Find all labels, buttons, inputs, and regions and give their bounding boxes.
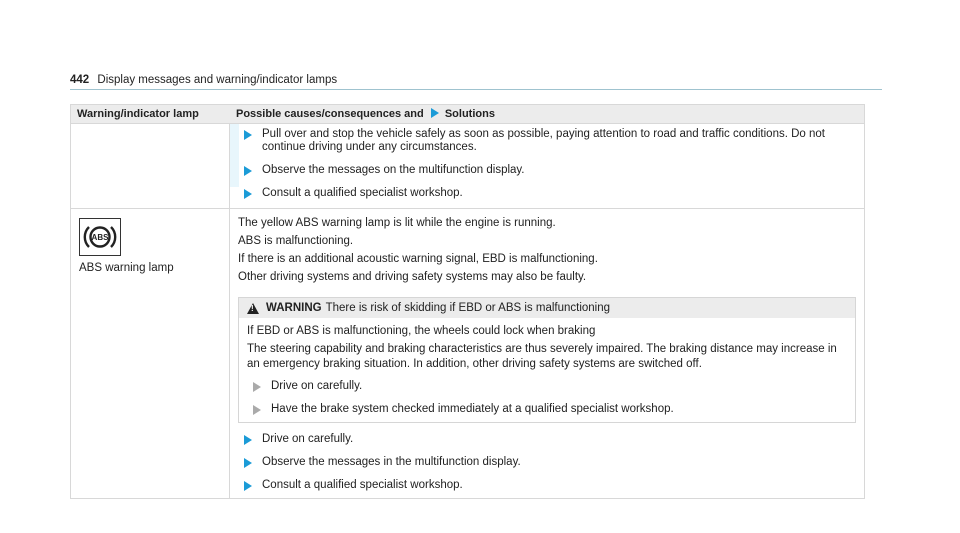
solution-arrow-icon [431, 108, 439, 118]
lamp-cell-empty [71, 124, 230, 208]
table-row [71, 123, 864, 208]
list-item [238, 456, 856, 469]
step-arrow-icon [244, 189, 252, 199]
page-number: 442 [70, 74, 90, 86]
table-row [71, 208, 864, 498]
step-arrow-icon [244, 458, 252, 468]
step-arrow-icon [253, 382, 261, 392]
warning-text: There is risk of skidding if EBD or ABS is malfunctioning [325, 302, 611, 314]
step-text: Have the brake system checked immediately at a qualified specialist workshop. [271, 403, 674, 415]
warning-paragraph: If EBD or ABS is malfunctioning, the wheels could lock when braking [247, 325, 596, 337]
causes-cell [230, 124, 864, 208]
cause-paragraph: If there is an additional acoustic warning signal, EBD is malfunctioning. [238, 253, 598, 265]
step-arrow-icon [253, 405, 261, 415]
list-item [247, 380, 847, 393]
abs-icon-text: ABS [91, 233, 109, 242]
list-item [247, 403, 847, 416]
warning-body [239, 318, 855, 416]
lamp-cell [71, 209, 230, 498]
step-arrow-icon [244, 130, 252, 140]
abs-warning-lamp-icon [79, 218, 121, 256]
warning-lamp-table [70, 104, 865, 499]
warning-box [238, 297, 856, 423]
list-item [238, 128, 856, 154]
warning-title: WARNING [266, 302, 322, 314]
page-header [70, 73, 882, 90]
cause-paragraph: The yellow ABS warning lamp is lit while the engine is running. [238, 217, 556, 229]
step-text: Pull over and stop the vehicle safely as soon as possible, paying attention to road and traffic conditions. Do not continue driving under any circumstances. [262, 128, 825, 153]
column-header-causes [230, 105, 864, 123]
step-text: Observe the messages in the multifunction display. [262, 456, 521, 468]
step-text: Observe the messages on the multifunction display. [262, 164, 525, 176]
list-item [238, 164, 856, 177]
column-header-lamp: Warning/indicator lamp [77, 108, 199, 120]
step-arrow-icon [244, 435, 252, 445]
warning-paragraph: The steering capability and braking characteristics are thus severely impaired. The braking distance may increase in an emergency braking situation. In addition, other driving safety systems are switched off. [247, 343, 837, 370]
step-arrow-icon [244, 481, 252, 491]
warning-header [239, 298, 855, 318]
warning-triangle-icon: ! [247, 303, 259, 314]
list-item [238, 479, 856, 492]
step-text: Consult a qualified specialist workshop. [262, 187, 463, 199]
step-text: Consult a qualified specialist workshop. [262, 479, 463, 491]
lamp-label: ABS warning lamp [79, 262, 174, 274]
table-header [71, 105, 864, 123]
cause-paragraph: Other driving systems and driving safety systems may also be faulty. [238, 271, 587, 283]
step-arrow-icon [244, 166, 252, 176]
column-header-causes-prefix: Possible causes/consequences and [236, 108, 424, 120]
list-item [238, 433, 856, 446]
causes-cell [230, 209, 864, 498]
cause-paragraph: ABS is malfunctioning. [238, 235, 354, 247]
column-header-solutions: Solutions [444, 108, 495, 120]
list-item [238, 187, 856, 200]
page-title: Display messages and warning/indicator lamps [97, 74, 338, 86]
step-text: Drive on carefully. [262, 433, 354, 445]
step-text: Drive on carefully. [271, 380, 363, 392]
